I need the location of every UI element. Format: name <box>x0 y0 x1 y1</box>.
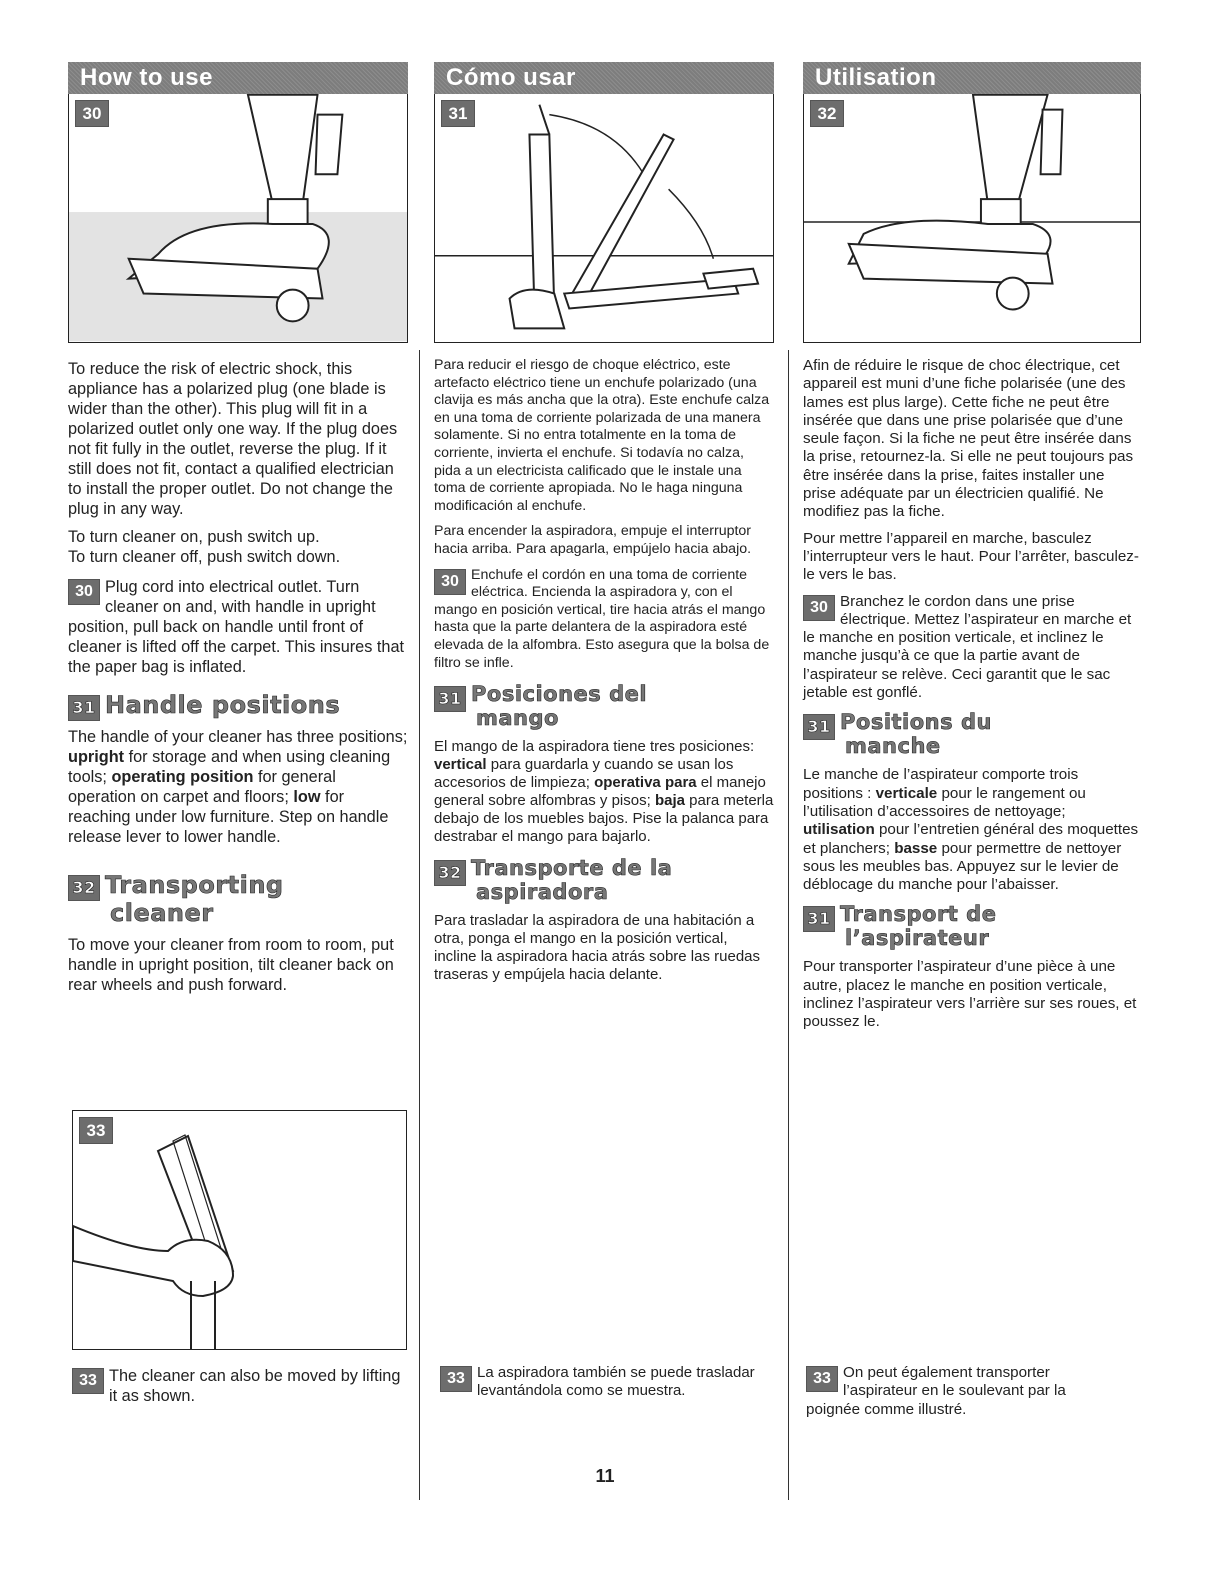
handle-positions-illustration <box>435 94 773 342</box>
figure-badge: 32 <box>810 100 844 127</box>
figure-32 <box>803 94 1141 343</box>
figure-badge: 33 <box>79 1117 113 1144</box>
heading-transport-aspirateur: 31 Transport de l’aspirateur <box>803 902 1141 950</box>
intro-paragraph: To reduce the risk of electric shock, this appliance has a polarized plug (one blade is wider than the other). This plug will fit in a polarized outlet only one way. If the plug does not fit fully in the outlet, reverse the plug. If it still does not fit, contact a qualified electrician to install the proper outlet. Do not change the plug in any way. <box>68 360 398 518</box>
transporte-paragraph: Para trasladar la aspiradora de una habitación a otra, ponga el mango en la posición vertical, incline la aspiradora hacia atrás sobre las ruedas traseras y empújela hacia delante. <box>434 912 761 984</box>
banner-utilisation: Utilisation <box>803 62 1141 94</box>
step-33-en: 33 The cleaner can also be moved by lifting it as shown. <box>72 1366 408 1406</box>
figure-badge: 30 <box>75 100 109 127</box>
page-number: 11 <box>595 1466 615 1486</box>
heading-transporting-cleaner: 32 Transporting cleaner <box>68 871 408 927</box>
heading-positions-du-manche: 31 Positions du manche <box>803 710 1141 758</box>
vacuum-upright-illustration <box>69 94 407 342</box>
banner-como-usar: Cómo usar <box>434 62 774 94</box>
vacuum-tilted-illustration <box>804 94 1140 342</box>
english-column <box>68 62 408 1003</box>
step-30: 30 Branchez le cordon dans une prise électrique. Mettez l’aspirateur en marche et le manche en position verticale, et inclinez le manche jusqu’à ce que la partie avant de l’aspirateur se relève. Ceci garantit que le sac jetable est gonflé. <box>803 592 1132 702</box>
step-30: 30 Enchufe el cordón en una toma de corriente eléctrica. Encienda la aspiradora y, con el mango en posición vertical, tire hacia atrás el mango hasta que la parte delantera de la aspiradora esté elevada de la alfombra. Esto asegura que la bolsa de filtro se infle. <box>434 566 770 671</box>
figure-31 <box>434 94 774 343</box>
handle-positions-paragraph: Le manche de l’aspirateur comporte trois positions : verticale pour le rangement ou l’utilisation d’accessoires de nettoyage; utilisation pour l’entretien général des moquettes et planchers; basse pour permettre de nettoyer sous les meubles bas. Appuyez sur le levier de déblocage du manche pour l’abaisser. <box>803 766 1139 894</box>
step-badge-30: 30 <box>803 595 835 621</box>
step-badge-30: 30 <box>68 579 100 605</box>
figure-30 <box>68 94 408 343</box>
step-33-es: 33 La aspiradora también se puede trasladar levantándola como se muestra. <box>440 1364 760 1400</box>
heading-handle-positions: 31 Handle positions <box>68 691 408 719</box>
figure-33 <box>72 1110 407 1350</box>
figure-badge: 31 <box>441 100 475 127</box>
banner-how-to-use: How to use <box>68 62 408 94</box>
heading-transporte-aspiradora: 32 Transporte de la aspiradora <box>434 856 774 904</box>
switch-paragraph: Para encender la aspiradora, empuje el interruptor hacia arriba. Para apagarla, empújelo hacia abajo. <box>434 523 752 557</box>
step-30: 30 Plug cord into electrical outlet. Turn cleaner on and, with handle in upright position, pull back on handle until front of cleaner is lifted off the carpet. This insures that the paper bag is inflated. <box>68 578 405 676</box>
step-33-fr: 33 On peut également transporter l’aspirateur en le soulevant par la poignée comme illustré. <box>806 1364 1066 1418</box>
heading-posiciones-del-mango: 31 Posiciones del mango <box>434 682 774 730</box>
handle-positions-paragraph: The handle of your cleaner has three positions; upright for storage and when using cleaning tools; operating position for general operation on carpet and floors; low for reaching under low furniture. Step on handle release lever to lower handle. <box>68 728 408 846</box>
column-rule-right <box>788 350 789 1500</box>
switch-off-text: To turn cleaner off, push switch down. <box>68 548 341 566</box>
transport-paragraph: Pour transporter l’aspirateur d’une pièce à une autre, placez le manche en position verticale, inclinez l’aspirateur vers l’arrière sur ses roues, et poussez le. <box>803 958 1137 1031</box>
switch-on-text: To turn cleaner on, push switch up. <box>68 528 320 546</box>
french-column <box>803 62 1141 1040</box>
spanish-column <box>434 62 774 992</box>
step-badge-30: 30 <box>434 569 466 595</box>
column-rule-left <box>419 350 420 1500</box>
lifting-cleaner-illustration <box>73 1111 406 1349</box>
switch-paragraph: Pour mettre l’appareil en marche, basculez l’interrupteur vers le haut. Pour l’arrêter, basculez-le vers le bas. <box>803 529 1139 584</box>
intro-paragraph: Afin de réduire le risque de choc électrique, cet appareil est muni d’une fiche polarisée (une des lames est plus large). Cette fiche ne peut être insérée que dans une prise polarisée que d’une seule façon. Si la fiche ne peut être insérée dans la prise, retournez-la. Si elle ne peut toujours pas être insérée dans la prise, faites installer une prise adéquate par un électricien qualifié. Ne modifiez pas la fiche. <box>803 357 1134 521</box>
handle-positions-paragraph: El mango de la aspiradora tiene tres posiciones: vertical para guardarla y cuando se usan los accesorios de limpieza; operativa para el manejo general sobre alfombras y pisos; baja para meterla debajo de los muebles bajos. Pise la palanca para destrabar el mango para bajarlo. <box>434 738 774 846</box>
transporting-paragraph: To move your cleaner from room to room, put handle in upright position, tilt cleaner back on rear wheels and push forward. <box>68 936 394 994</box>
intro-paragraph: Para reducir el riesgo de choque eléctrico, este artefacto eléctrico tiene un enchufe polarizado (una clavija es más ancha que la otra). Este enchufe calza en una toma de corriente polarizada de una manera solamente. Si no entra totalmente en la toma de corriente, invierta el enchufe. Si todavía no calza, pida a un electricista calificado que le instale una toma de corriente apropiada. No le haga ninguna modificación al enchufe. <box>434 357 770 514</box>
